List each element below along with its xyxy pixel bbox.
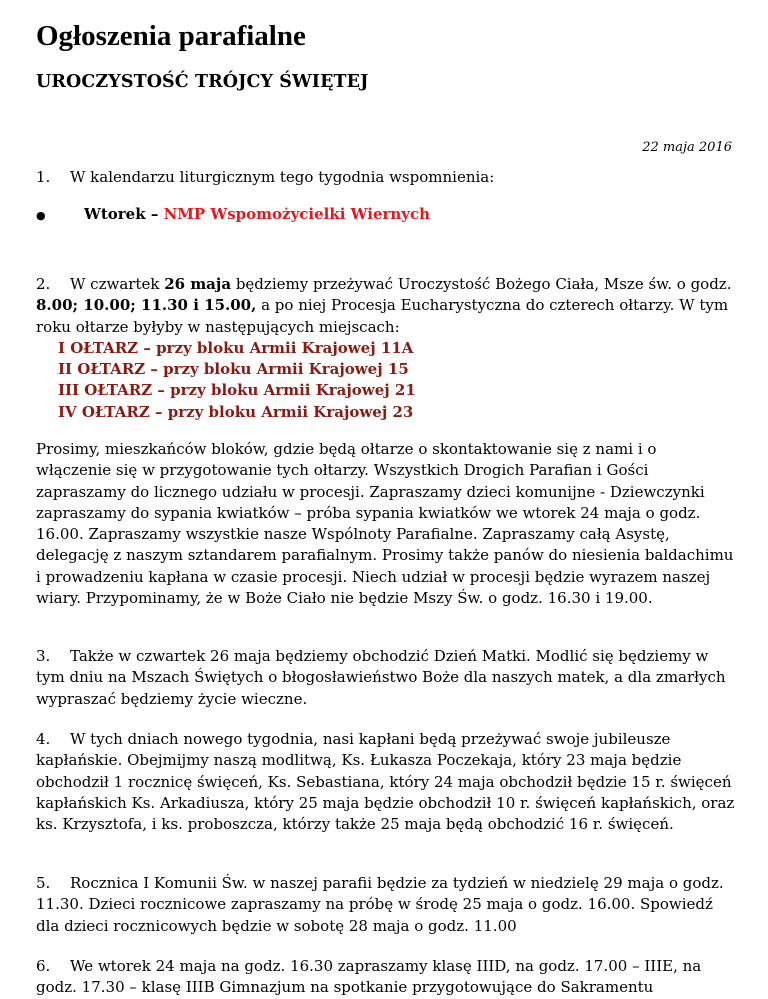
altar-list bbox=[36, 338, 736, 423]
announcement-text: W tych dniach nowego tygodnia, nasi kapłani będą przeżywać swoje jubileusze kapłańskie. Obejmijmy naszą modlitwą, Ks. Łukasza Poczekaja, który 23 maja będzie obchodził 1 rocznicę święceń, Ks. Sebastiana, który 24 maja obchodził będzie 15 r. święceń kapłańskich Ks. Arkadiusza, który 25 maja będzie obchodził 10 r. święceń kapłańskich, oraz ks. Krzysztofa, i ks. proboszcza, którzy także 25 maja będą obchodzić 16 r. święceń. bbox=[36, 730, 735, 834]
altar-item: IV OŁTARZ – przy bloku Armii Krajowej 23 bbox=[58, 402, 414, 421]
announcement-text: Rocznica I Komunii Św. w naszej parafii będzie za tydzień w niedzielę 29 maja o godz. 11.30. Dzieci rocznicowe zapraszamy na próbę w środę 25 maja o godz. 16.00. Spowiedź dla dzieci rocznicowych będzie w sobotę 28 maja o godz. 11.00 bbox=[36, 874, 724, 935]
highlight-date: 26 maja bbox=[164, 275, 232, 293]
item-number: 5. bbox=[36, 874, 51, 892]
announcement-text: a po niej Procesja Eucharystyczna do czterech ołtarzy. W tym roku ołtarze byłyby w następujących miejscach: bbox=[36, 296, 729, 336]
appeal-paragraph: Prosimy, mieszkańców bloków, gdzie będą ołtarze o skontaktowanie się z nami i o włączenie się w przygotowanie tych ołtarzy. Wszystkich Drogich Parafian i Gości zapraszamy do licznego udziału w procesji. Zapraszamy dzieci komunijne - Dziewczynki zapraszamy do sypania kwiatków – próba sypania kwiatków we wtorek 24 maja o godz. 16.00. Zapraszamy wszystkie nasze Wspólnoty Parafialne. Zapraszamy całą Asystę, delegację z naszym sztandarem parafialnym. Prosimy także panów do niesienia baldachimu i prowadzeniu kapłana w czasie procesji. Niech udział w procesji będzie wyrazem naszej wiary. Przypominamy, że w Boże Ciało nie będzie Mszy Św. o godz. 16.30 i 19.00. bbox=[36, 440, 734, 608]
document-page bbox=[36, 16, 736, 997]
bullet-icon: ● bbox=[36, 209, 46, 222]
altar-item: II OŁTARZ – przy bloku Armii Krajowej 15 bbox=[58, 360, 409, 379]
announcement-4 bbox=[36, 729, 736, 835]
announcement-text: będziemy przeżywać Uroczystość Bożego Ciała, Msze św. o godz. bbox=[231, 275, 732, 293]
announcement-text: W kalendarzu liturgicznym tego tygodnia wspomnienia: bbox=[70, 168, 495, 186]
altar-item: I OŁTARZ – przy bloku Armii Krajowej 11A bbox=[58, 338, 414, 357]
announcement-5 bbox=[36, 873, 736, 937]
announcement-text: W czwartek bbox=[70, 275, 165, 293]
page-title: Ogłoszenia parafialne bbox=[36, 20, 306, 52]
announcement-text: We wtorek 24 maja na godz. 16.30 zapraszamy klasę IIID, na godz. 17.00 – IIIE, na godz. 17.30 – klasę IIIB Gimnazjum na spotkanie przygotowujące do Sakramentu bbox=[36, 957, 702, 997]
bullet-feast: NMP Wspomożycielki Wiernych bbox=[163, 205, 431, 223]
announcement-text: Także w czwartek 26 maja będziemy obchodzić Dzień Matki. Modlić się będziemy w tym dniu na Mszach Świętych o błogosławieństwo Boże dla naszych matek, a dla zmarłych wypraszać będziemy życie wieczne. bbox=[36, 647, 726, 708]
announcement-3 bbox=[36, 646, 736, 710]
item-number: 4. bbox=[36, 730, 51, 748]
item-number: 1. bbox=[36, 168, 51, 186]
altar-item: III OŁTARZ – przy bloku Armii Krajowej 21 bbox=[58, 381, 416, 400]
item-number: 3. bbox=[36, 647, 51, 665]
highlight-times: 8.00; 10.00; 11.30 i 15.00, bbox=[36, 296, 257, 315]
announcement-2 bbox=[36, 274, 736, 423]
announcement-1 bbox=[36, 168, 494, 186]
page-subtitle: UROCZYSTOŚĆ TRÓJCY ŚWIĘTEJ bbox=[36, 72, 369, 92]
document-date: 22 maja 2016 bbox=[642, 140, 732, 155]
bullet-item bbox=[36, 205, 430, 223]
announcement-6 bbox=[36, 956, 736, 999]
item-number: 6. bbox=[36, 957, 51, 975]
item-number: 2. bbox=[36, 275, 51, 293]
bullet-day: Wtorek – bbox=[84, 205, 164, 223]
